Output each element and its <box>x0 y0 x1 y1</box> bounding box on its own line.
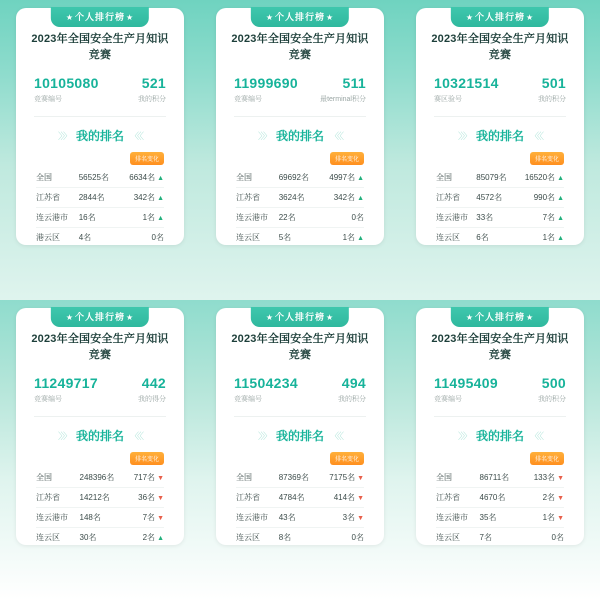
score-block <box>500 375 566 404</box>
stats-row <box>434 375 566 404</box>
my-rank-heading <box>28 427 172 444</box>
status-badge: 排名变化 <box>130 152 164 165</box>
mine-cell <box>531 468 564 488</box>
table-row <box>436 488 564 508</box>
personal-ranking-ribbon <box>51 7 149 27</box>
star-icon: ★ <box>326 313 335 322</box>
table-row <box>36 508 164 528</box>
mine-cell <box>531 528 564 548</box>
ribbon-label: 个人排行榜 <box>74 12 126 22</box>
region-cell: 江苏省 <box>236 488 279 508</box>
total-cell: 87369名 <box>279 468 330 488</box>
arrow-down-icon: ▼ <box>357 475 364 482</box>
total-cell: 22名 <box>279 208 330 228</box>
rank-card[interactable] <box>216 8 384 245</box>
mine-value: 0名 <box>351 533 364 542</box>
stats-row <box>234 375 366 404</box>
table-row <box>236 508 364 528</box>
rank-head <box>236 452 364 464</box>
score-block <box>100 375 166 404</box>
score-label: 我的得分 <box>138 396 166 403</box>
mine-value: 7名 <box>142 513 156 522</box>
contest-number-value: 10321514 <box>434 75 499 91</box>
arrow-down-icon: ▼ <box>157 515 164 522</box>
arrow-up-icon: ▲ <box>357 195 364 202</box>
table-row <box>236 188 364 208</box>
mine-value: 342名 <box>333 193 356 202</box>
my-rank-label: 我的排名 <box>475 429 524 443</box>
region-cell: 江苏省 <box>436 188 476 208</box>
chevron-right-icon: 〉〉〉 <box>57 431 70 441</box>
score-label: 最terminal积分 <box>320 96 366 103</box>
total-cell: 85079名 <box>476 168 525 188</box>
score-label: 我的积分 <box>338 396 366 403</box>
rank-head <box>436 152 564 164</box>
mine-value: 990名 <box>533 193 556 202</box>
mine-value: 7名 <box>542 213 556 222</box>
mine-value: 1名 <box>342 233 356 242</box>
screenshot-cell-6 <box>400 300 600 600</box>
region-cell: 连云港市 <box>436 208 476 228</box>
mine-cell <box>129 228 164 248</box>
region-cell: 连云港市 <box>236 208 279 228</box>
contest-number-block <box>234 75 300 104</box>
mine-cell <box>329 488 364 508</box>
arrow-down-icon: ▼ <box>557 515 564 522</box>
status-badge: 排名变化 <box>330 452 364 465</box>
mine-value: 16520名 <box>524 173 556 182</box>
stats-row <box>234 75 366 104</box>
mine-cell <box>131 528 164 548</box>
mine-value: 1名 <box>542 233 556 242</box>
table-row <box>36 488 164 508</box>
status-badge: 排名变化 <box>330 152 364 165</box>
rank-card[interactable] <box>16 308 184 545</box>
contest-number-label: 竞赛编号 <box>234 96 262 103</box>
table-row <box>236 228 364 248</box>
star-icon: ★ <box>265 313 274 322</box>
table-row <box>236 488 364 508</box>
chevron-right-icon: 〉〉〉 <box>457 131 470 141</box>
rank-card[interactable] <box>416 8 584 245</box>
status-badge: 排名变化 <box>530 152 564 165</box>
arrow-down-icon: ▼ <box>157 495 164 502</box>
mine-cell <box>525 168 564 188</box>
mine-cell <box>525 208 564 228</box>
star-icon: ★ <box>326 13 335 22</box>
score-value: 500 <box>541 375 566 391</box>
screenshot-cell-1 <box>0 0 200 300</box>
star-icon: ★ <box>265 13 274 22</box>
chevron-right-icon: 〉〉〉 <box>257 431 270 441</box>
mine-cell <box>329 168 364 188</box>
region-cell: 连云区 <box>236 533 260 542</box>
table-row <box>436 168 564 188</box>
screenshot-cell-2 <box>200 0 400 300</box>
personal-ranking-ribbon <box>251 307 349 327</box>
ribbon-label: 个人排行榜 <box>274 12 326 22</box>
table-row <box>436 188 564 208</box>
score-value: 442 <box>141 375 166 391</box>
contest-number-label: 竞赛编号 <box>434 396 462 403</box>
table-row <box>236 208 364 228</box>
table-row <box>36 208 164 228</box>
mine-cell <box>525 228 564 248</box>
my-rank-label: 我的排名 <box>475 129 524 143</box>
stats-row <box>34 375 166 404</box>
ribbon-label: 个人排行榜 <box>74 312 126 322</box>
region-cell: 江苏省 <box>436 488 480 508</box>
mine-cell <box>525 188 564 208</box>
contest-number-value: 11249717 <box>34 375 98 391</box>
mine-cell <box>129 188 164 208</box>
score-label: 我的积分 <box>538 96 566 103</box>
mine-value: 0名 <box>551 533 564 542</box>
total-cell: 148名 <box>80 508 131 528</box>
score-value: 501 <box>541 75 566 91</box>
table-row <box>36 528 164 548</box>
score-value: 521 <box>141 75 166 91</box>
total-cell: 30名 <box>79 533 97 542</box>
arrow-up-icon: ▲ <box>357 235 364 242</box>
personal-ranking-ribbon <box>451 307 549 327</box>
chevron-left-icon: 〈〈〈 <box>330 431 343 441</box>
arrow-up-icon: ▲ <box>157 195 164 202</box>
arrow-down-icon: ▼ <box>557 495 564 502</box>
rank-card[interactable] <box>416 308 584 545</box>
divider <box>434 416 566 417</box>
rank-table <box>436 168 564 247</box>
rank-card[interactable] <box>16 8 184 245</box>
mine-cell <box>129 168 164 188</box>
divider <box>434 116 566 117</box>
mine-value: 342名 <box>133 193 156 202</box>
mine-value: 6634名 <box>129 173 156 182</box>
personal-ranking-ribbon <box>51 307 149 327</box>
chevron-left-icon: 〈〈〈 <box>130 131 143 141</box>
mine-cell <box>329 228 364 248</box>
rank-table <box>236 168 364 247</box>
star-icon: ★ <box>65 313 74 322</box>
region-cell: 江苏省 <box>236 188 279 208</box>
personal-ranking-ribbon <box>451 7 549 27</box>
rank-table <box>36 468 164 547</box>
region-cell: 连云港市 <box>236 508 279 528</box>
total-cell: 56525名 <box>79 168 130 188</box>
region-cell: 江苏省 <box>36 188 79 208</box>
screenshot-cell-4 <box>0 300 200 600</box>
star-icon: ★ <box>465 13 474 22</box>
rank-table <box>436 468 564 547</box>
page-title: 2023年全国安全生产月知识竞赛 <box>231 333 369 361</box>
mine-cell <box>329 468 364 488</box>
status-badge: 排名变化 <box>530 452 564 465</box>
star-icon: ★ <box>126 13 135 22</box>
my-rank-heading <box>428 427 572 444</box>
total-cell: 8名 <box>278 533 292 542</box>
mine-cell <box>329 508 364 528</box>
region-cell: 全国 <box>236 168 279 188</box>
mine-value: 0名 <box>151 233 164 242</box>
ribbon-label: 个人排行榜 <box>274 312 326 322</box>
region-cell: 连云区 <box>36 533 60 542</box>
arrow-down-icon: ▼ <box>357 515 364 522</box>
rank-table <box>36 168 164 247</box>
region-cell: 全国 <box>36 468 80 488</box>
ribbon-label: 个人排行榜 <box>474 12 526 22</box>
table-row <box>436 468 564 488</box>
total-cell: 16名 <box>79 208 130 228</box>
personal-ranking-ribbon <box>251 7 349 27</box>
table-row <box>236 468 364 488</box>
page-title: 2023年全国安全生产月知识竞赛 <box>431 333 569 361</box>
contest-number-block <box>434 375 500 404</box>
arrow-up-icon: ▲ <box>557 175 564 182</box>
region-cell: 全国 <box>236 468 279 488</box>
mine-value: 7175名 <box>329 473 356 482</box>
my-rank-label: 我的排名 <box>275 129 324 143</box>
my-rank-heading <box>228 427 372 444</box>
mine-cell <box>131 468 164 488</box>
my-rank-heading <box>428 127 572 144</box>
rank-head <box>36 152 164 164</box>
contest-number-block <box>34 75 100 104</box>
mine-value: 1名 <box>142 213 156 222</box>
score-block <box>500 75 566 104</box>
score-label: 我的积分 <box>138 96 166 103</box>
contest-number-label: 赛区验号 <box>434 96 462 103</box>
arrow-up-icon: ▲ <box>157 215 164 222</box>
total-cell: 4670名 <box>480 488 531 508</box>
contest-number-block <box>234 375 300 404</box>
chevron-left-icon: 〈〈〈 <box>530 431 543 441</box>
rank-head <box>436 452 564 464</box>
table-row <box>36 228 164 248</box>
score-block <box>100 75 166 104</box>
contest-number-label: 竞赛编号 <box>34 396 62 403</box>
table-row <box>36 468 164 488</box>
mine-value: 3名 <box>342 513 356 522</box>
mine-value: 2名 <box>542 493 556 502</box>
contest-number-value: 11999690 <box>234 75 298 91</box>
total-cell: 33名 <box>476 208 525 228</box>
region-cell: 连云区 <box>436 533 460 542</box>
score-block <box>300 375 366 404</box>
score-label: 我的积分 <box>538 396 566 403</box>
table-row <box>236 168 364 188</box>
arrow-up-icon: ▲ <box>157 175 164 182</box>
contest-number-value: 10105080 <box>34 75 99 91</box>
arrow-up-icon: ▲ <box>357 175 364 182</box>
contest-number-label: 竞赛编号 <box>34 96 62 103</box>
region-cell: 连云港市 <box>36 208 79 228</box>
ribbon-label: 个人排行榜 <box>474 312 526 322</box>
divider <box>34 416 166 417</box>
contest-number-block <box>434 75 500 104</box>
my-rank-label: 我的排名 <box>75 429 124 443</box>
my-rank-label: 我的排名 <box>75 129 124 143</box>
region-cell: 全国 <box>436 468 480 488</box>
star-icon: ★ <box>65 13 74 22</box>
total-cell: 86711名 <box>480 468 531 488</box>
total-cell: 4784名 <box>279 488 330 508</box>
rank-head <box>236 152 364 164</box>
my-rank-heading <box>28 127 172 144</box>
my-rank-label: 我的排名 <box>275 429 324 443</box>
region-cell: 全国 <box>36 168 79 188</box>
score-block <box>300 75 366 104</box>
mine-cell <box>129 208 164 228</box>
total-cell: 5名 <box>278 233 292 242</box>
rank-head <box>36 452 164 464</box>
star-icon: ★ <box>526 13 535 22</box>
screenshot-cell-5 <box>200 300 400 600</box>
mine-cell <box>329 188 364 208</box>
mine-value: 717名 <box>133 473 156 482</box>
mine-value: 1名 <box>542 513 556 522</box>
total-cell: 69692名 <box>279 168 330 188</box>
page-title: 2023年全国安全生产月知识竞赛 <box>431 33 569 61</box>
status-badge: 排名变化 <box>130 452 164 465</box>
divider <box>34 116 166 117</box>
region-cell: 连云港市 <box>36 508 80 528</box>
chevron-right-icon: 〉〉〉 <box>257 131 270 141</box>
mine-value: 36名 <box>138 493 156 502</box>
total-cell: 14212名 <box>80 488 131 508</box>
mine-value: 0名 <box>351 213 364 222</box>
arrow-up-icon: ▲ <box>557 195 564 202</box>
page-title: 2023年全国安全生产月知识竞赛 <box>31 33 169 61</box>
contest-number-label: 竞赛编号 <box>234 396 262 403</box>
star-icon: ★ <box>126 313 135 322</box>
rank-card[interactable] <box>216 308 384 545</box>
region-cell: 连云区 <box>436 233 460 242</box>
mine-cell <box>531 488 564 508</box>
page-title: 2023年全国安全生产月知识竞赛 <box>31 333 169 361</box>
mine-value: 4997名 <box>329 173 356 182</box>
arrow-up-icon: ▲ <box>557 215 564 222</box>
mine-cell <box>329 208 364 228</box>
stats-row <box>434 75 566 104</box>
score-value: 511 <box>342 75 366 91</box>
mine-value: 2名 <box>142 533 156 542</box>
region-cell: 江苏省 <box>36 488 80 508</box>
score-value: 494 <box>341 375 366 391</box>
total-cell: 4名 <box>78 233 92 242</box>
total-cell: 35名 <box>480 508 531 528</box>
region-cell: 港云区 <box>36 233 60 242</box>
star-icon: ★ <box>526 313 535 322</box>
table-row <box>436 508 564 528</box>
rank-table <box>236 468 364 547</box>
contest-number-block <box>34 375 100 404</box>
mine-cell <box>329 528 364 548</box>
screenshot-cell-3 <box>400 0 600 300</box>
region-cell: 全国 <box>436 168 476 188</box>
star-icon: ★ <box>465 313 474 322</box>
arrow-down-icon: ▼ <box>557 475 564 482</box>
chevron-left-icon: 〈〈〈 <box>130 431 143 441</box>
table-row <box>436 228 564 248</box>
arrow-up-icon: ▲ <box>557 235 564 242</box>
table-row <box>36 188 164 208</box>
total-cell: 4572名 <box>476 188 525 208</box>
contest-number-value: 11495409 <box>434 375 498 391</box>
table-row <box>36 168 164 188</box>
arrow-down-icon: ▼ <box>157 475 164 482</box>
arrow-up-icon: ▲ <box>157 535 164 542</box>
chevron-left-icon: 〈〈〈 <box>330 131 343 141</box>
divider <box>234 416 366 417</box>
mine-cell <box>131 508 164 528</box>
chevron-right-icon: 〉〉〉 <box>57 131 70 141</box>
total-cell: 6名 <box>476 233 489 242</box>
total-cell: 7名 <box>479 533 492 542</box>
table-row <box>436 208 564 228</box>
contest-number-value: 11504234 <box>234 375 298 391</box>
chevron-right-icon: 〉〉〉 <box>457 431 470 441</box>
mine-cell <box>531 508 564 528</box>
my-rank-heading <box>228 127 372 144</box>
total-cell: 248396名 <box>80 468 131 488</box>
region-cell: 连云港市 <box>436 508 480 528</box>
divider <box>234 116 366 117</box>
table-row <box>436 528 564 548</box>
page-title: 2023年全国安全生产月知识竞赛 <box>231 33 369 61</box>
mine-value: 414名 <box>333 493 356 502</box>
table-row <box>236 528 364 548</box>
mine-cell <box>131 488 164 508</box>
total-cell: 2844名 <box>79 188 130 208</box>
chevron-left-icon: 〈〈〈 <box>530 131 543 141</box>
mine-value: 133名 <box>533 473 556 482</box>
total-cell: 43名 <box>279 508 330 528</box>
total-cell: 3624名 <box>279 188 330 208</box>
region-cell: 连云区 <box>236 233 260 242</box>
arrow-down-icon: ▼ <box>357 495 364 502</box>
stats-row <box>34 75 166 104</box>
